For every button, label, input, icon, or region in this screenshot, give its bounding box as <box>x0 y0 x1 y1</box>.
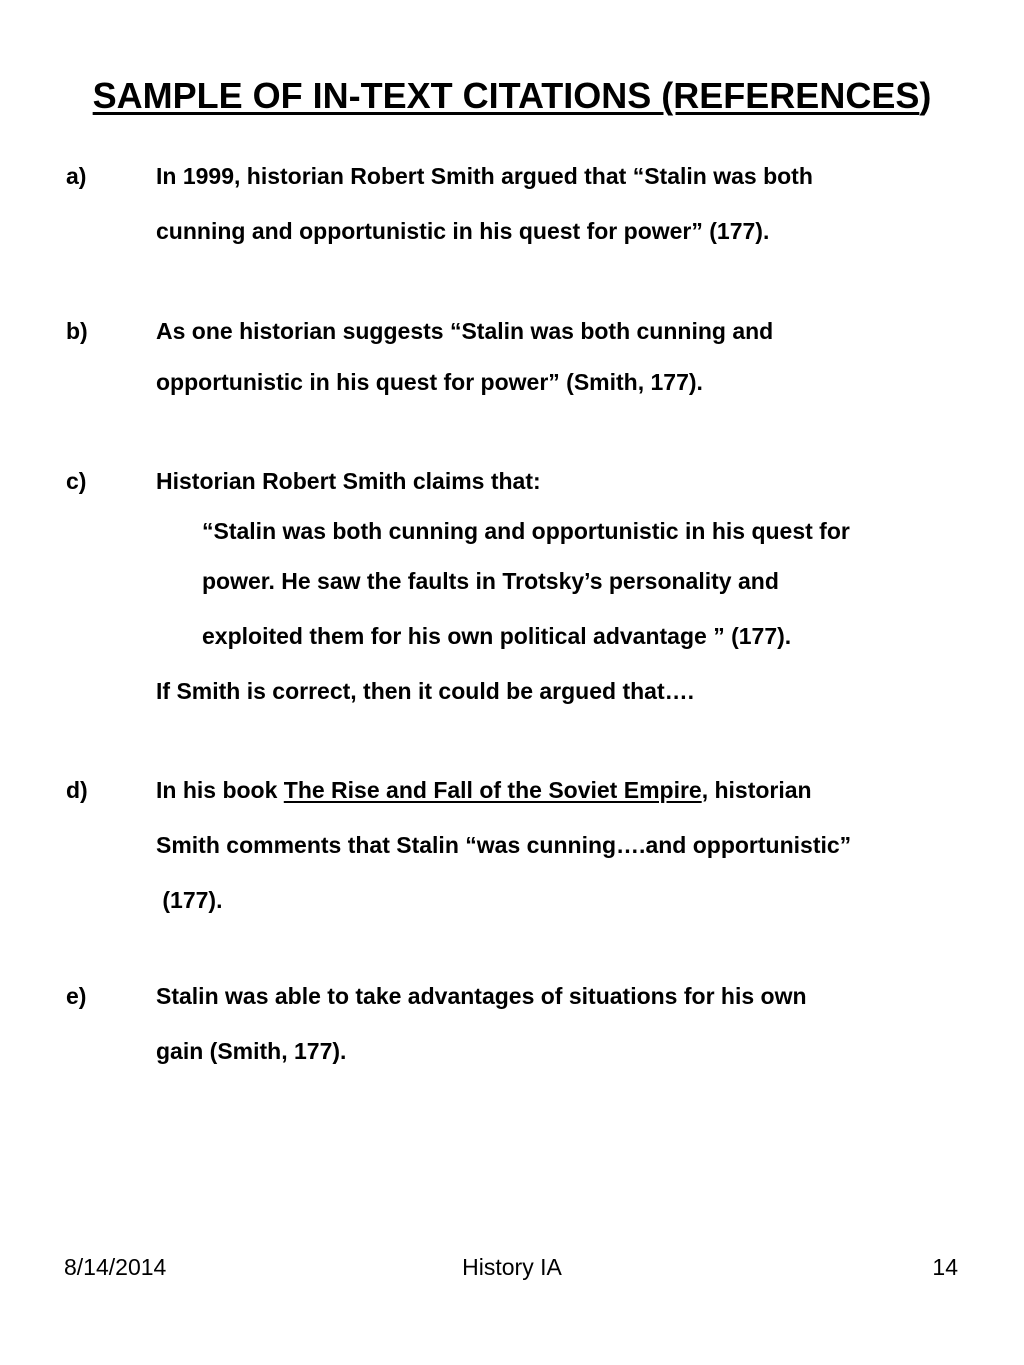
item-text-line: opportunistic in his quest for power” (Smith, 177). <box>156 369 703 395</box>
item-marker: c) <box>66 468 87 494</box>
footer-date: 8/14/2014 <box>64 1254 167 1280</box>
block-quote-line: exploited them for his own political advantage ” (177). <box>202 623 792 649</box>
item-marker: a) <box>66 163 87 189</box>
slide-title <box>0 74 1024 118</box>
item-text-line: As one historian suggests “Stalin was both cunning and <box>156 318 774 344</box>
item-marker: e) <box>66 983 87 1009</box>
slide-title-close-paren: ) <box>919 75 932 116</box>
footer-center-label: History IA <box>462 1254 562 1280</box>
item-marker: d) <box>66 777 88 803</box>
item-followup-text: If Smith is correct, then it could be argued that…. <box>156 678 695 704</box>
item-text-line: Smith comments that Stalin “was cunning….and opportunistic” <box>156 832 852 858</box>
item-text-line: Stalin was able to take advantages of situations for his own <box>156 983 807 1009</box>
block-quote-line: power. He saw the faults in Trotsky’s personality and <box>202 568 779 594</box>
book-title: The Rise and Fall of the Soviet Empire <box>283 777 702 803</box>
footer-page-number: 14 <box>932 1254 958 1280</box>
block-quote-line: “Stalin was both cunning and opportunistic in his quest for <box>202 518 850 544</box>
slide-title-text: SAMPLE OF IN-TEXT CITATIONS (REFERENCES <box>92 75 920 116</box>
item-text-line: cunning and opportunistic in his quest for power” (177). <box>156 218 770 244</box>
item-text-after-title: , historian <box>701 777 812 803</box>
item-text-line: gain (Smith, 177). <box>156 1038 347 1064</box>
item-text-line: In 1999, historian Robert Smith argued that “Stalin was both <box>156 163 813 189</box>
item-text-line: (177). <box>156 887 223 913</box>
item-text-line: Historian Robert Smith claims that: <box>156 468 541 494</box>
item-marker: b) <box>66 318 88 344</box>
item-text-line <box>156 776 812 804</box>
item-text-before-title: In his book <box>156 777 284 803</box>
